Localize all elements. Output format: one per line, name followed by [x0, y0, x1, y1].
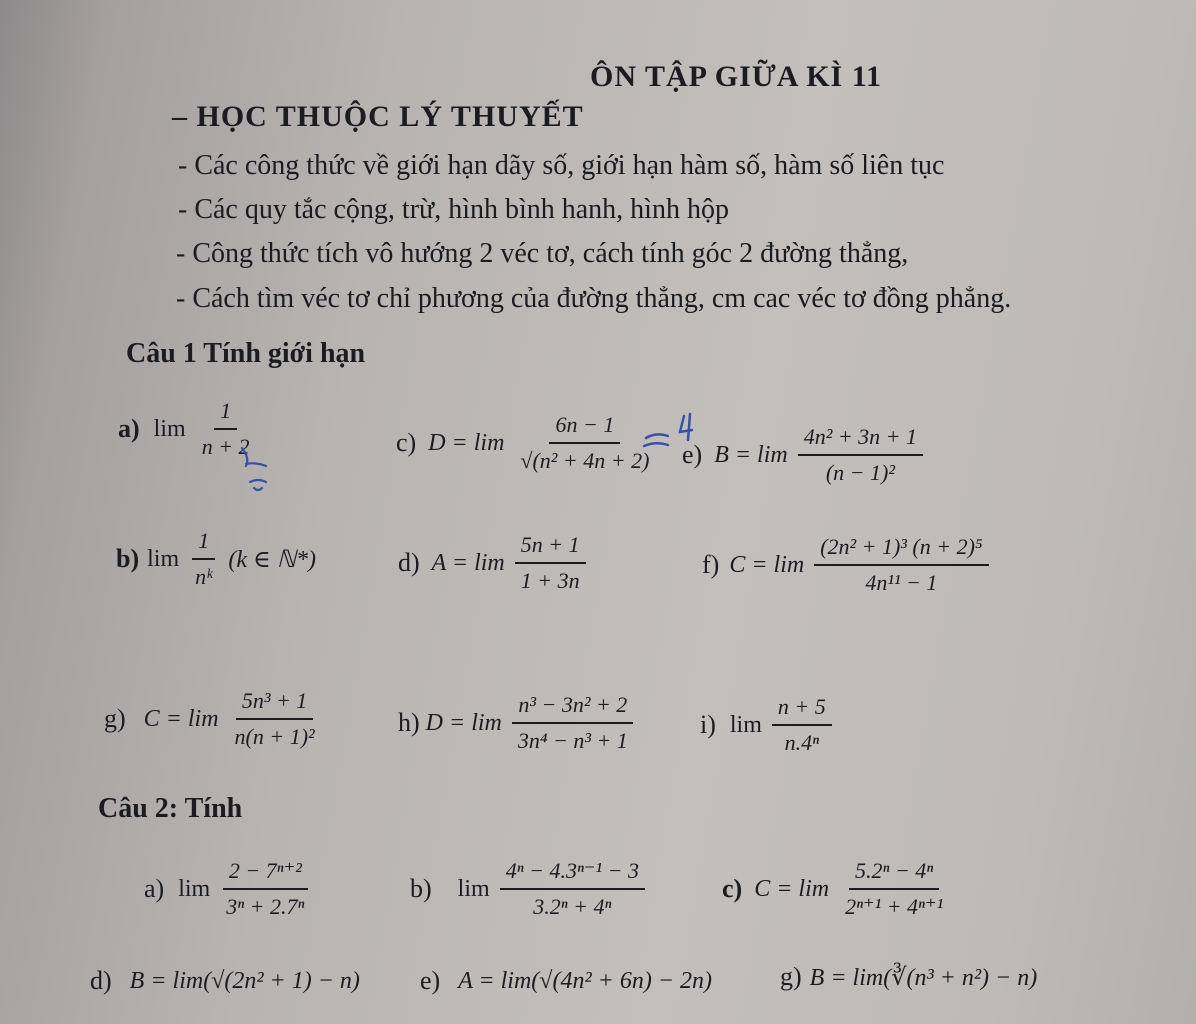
fraction: [189, 528, 218, 590]
exercise-label: e): [682, 440, 703, 469]
exercise-1f: [702, 534, 993, 596]
exercise-1d: [398, 532, 590, 594]
exercise-label: a): [144, 874, 165, 903]
pen-scribble-mark: [640, 410, 710, 460]
numerator: 1: [192, 528, 215, 560]
numerator: 2 − 7ⁿ⁺²: [223, 858, 308, 890]
denominator: n.4ⁿ: [784, 730, 820, 755]
denominator: 1 + 3n: [520, 568, 580, 593]
exercise-label: b): [410, 874, 432, 903]
lim-operator: lim: [729, 711, 762, 738]
theory-item: - Cách tìm véc tơ chỉ phương của đường thẳng, cm cac véc tơ đồng phẳng.: [176, 283, 1012, 314]
expression: B = lim(√(2n² + 1) − n): [129, 967, 360, 994]
theory-item: - Các công thức về giới hạn dãy số, giới hạn hàm số, hàm số liên tục: [178, 150, 945, 181]
expression-prefix: A = lim: [431, 549, 505, 576]
fraction: [772, 694, 832, 756]
theory-item: - Công thức tích vô hướng 2 véc tơ, cách tính góc 2 đường thẳng,: [176, 238, 909, 269]
expression-prefix: D = lim: [425, 709, 502, 736]
exercise-2a: [144, 858, 314, 920]
numerator: 4n² + 3n + 1: [798, 424, 923, 456]
exercise-1e: [682, 424, 927, 486]
exercise-label: d): [90, 966, 112, 995]
exercise-2g: [780, 962, 1043, 992]
exercise-label: f): [702, 550, 720, 579]
denominator: nᵏ: [195, 564, 213, 589]
lim-operator: lim: [457, 875, 490, 902]
exercise-2d: [90, 966, 366, 996]
exercise-2e: [420, 966, 718, 996]
expression-prefix: B = lim: [714, 441, 788, 468]
exercise-label: b): [116, 544, 140, 573]
exercise-1g: [104, 688, 325, 750]
denominator: n(n + 1)²: [234, 724, 315, 749]
denominator: √(n² + 4n + 2): [520, 448, 650, 473]
exercise-1b: [116, 528, 316, 590]
exercise-label: d): [398, 548, 420, 577]
exercise-label: e): [420, 966, 441, 995]
denominator: 3n⁴ − n³ + 1: [517, 728, 628, 753]
fraction: [839, 858, 949, 920]
expression: B = lim(∛(n³ + n²) − n): [809, 964, 1038, 991]
fraction: [798, 424, 923, 486]
fraction: [220, 858, 310, 920]
fraction: [515, 532, 586, 594]
denominator: 3ⁿ + 2.7ⁿ: [226, 894, 305, 919]
numerator: 1: [214, 398, 237, 430]
denominator: (n − 1)²: [825, 460, 895, 485]
theory-item: - Các quy tắc cộng, trừ, hình bình hanh, hình hộp: [178, 194, 729, 225]
numerator: (2n² + 1)³ (n + 2)⁵: [814, 534, 988, 566]
numerator: 5n³ + 1: [236, 688, 313, 720]
exercise-2c: [722, 858, 953, 920]
lim-operator: lim: [147, 545, 180, 572]
lim-operator: lim: [153, 415, 186, 442]
numerator: 5.2ⁿ − 4ⁿ: [849, 858, 939, 890]
expression-prefix: D = lim: [428, 429, 505, 456]
expression: A = lim(√(4n² + 6n) − 2n): [458, 967, 713, 994]
exercise-label: h): [398, 708, 420, 737]
numerator: n + 5: [772, 694, 832, 726]
fraction: [814, 534, 988, 596]
numerator: 6n − 1: [549, 412, 620, 444]
question-2-heading: Câu 2: Tính: [98, 793, 243, 824]
numerator: 4ⁿ − 4.3ⁿ⁻¹ − 3: [500, 858, 645, 890]
numerator: 5n + 1: [515, 532, 586, 564]
fraction: [514, 412, 655, 474]
exercise-label: c): [722, 874, 743, 903]
exercise-label: a): [118, 414, 140, 443]
denominator: n + 2: [201, 434, 250, 459]
exercise-1h: [398, 692, 638, 754]
page-title: ÔN TẬP GIỮA KÌ 11: [590, 60, 883, 93]
exercise-1i: [700, 694, 836, 756]
exercise-label: c): [396, 428, 417, 457]
denominator: 2ⁿ⁺¹ + 4ⁿ⁺¹: [845, 894, 944, 919]
exercise-label: g): [104, 704, 126, 733]
exercise-1c: [396, 412, 659, 474]
condition: (k ∈ ℕ*): [228, 546, 316, 573]
numerator: n³ − 3n² + 2: [512, 692, 633, 724]
expression-prefix: C = lim: [729, 551, 805, 578]
question-1-heading: Câu 1 Tính giới hạn: [126, 338, 366, 369]
exercise-label: g): [780, 962, 802, 991]
lim-operator: lim: [178, 875, 211, 902]
fraction: [500, 858, 645, 920]
fraction: [229, 688, 321, 750]
denominator: 4n¹¹ − 1: [865, 570, 938, 595]
pen-scribble-mark: [236, 442, 286, 498]
exercise-2b: [410, 858, 649, 920]
fraction: [512, 692, 634, 754]
denominator: 3.2ⁿ + 4ⁿ: [533, 894, 612, 919]
expression-prefix: C = lim: [754, 875, 830, 902]
expression-prefix: C = lim: [143, 705, 219, 732]
section-theory-heading: – HỌC THUỘC LÝ THUYẾT: [172, 100, 584, 133]
exercise-label: i): [700, 710, 716, 739]
